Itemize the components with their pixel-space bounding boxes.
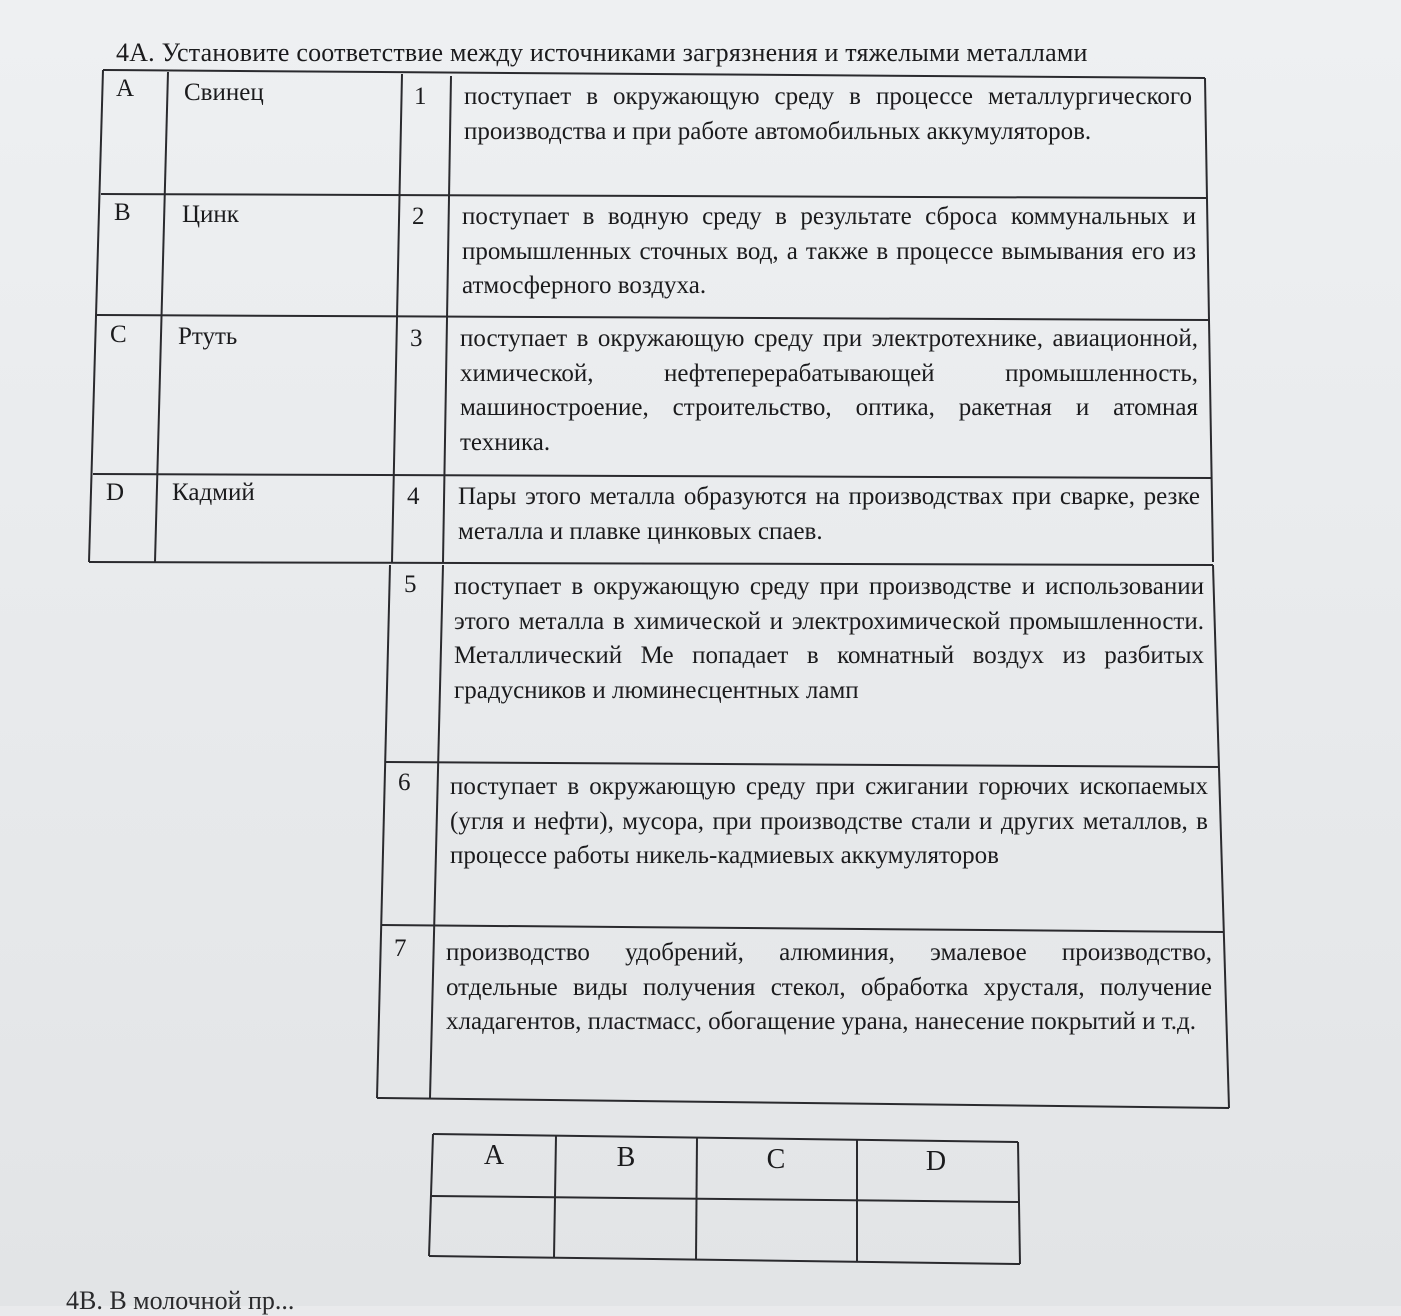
answer-header-b: B [616, 1142, 636, 1173]
source-text-3: поступает в окружающую среду при электротехнике, авиационной, химической, нефтеперерабатывающей промышленность, машиностроение, строительство, оптика, ракетная и атомная техника. [460, 325, 1198, 456]
source-number-6: 6 [398, 769, 411, 796]
source-text-4: Пары этого металла образуются на производствах при сварке, резке металла и плавке цинковых спаев. [458, 483, 1200, 545]
metal-name-lead: Свинец [184, 79, 264, 106]
source-number-3: 3 [410, 325, 423, 352]
metal-letter-d: D [106, 479, 125, 506]
source-text-2: поступает в водную среду в результате сброса коммунальных и промышленных сточных вод, а также в процессе вымывания его из атмосферного воздуха. [462, 203, 1196, 299]
answer-cell-a[interactable] [434, 1208, 554, 1248]
metal-name-mercury: Ртуть [178, 323, 238, 350]
answer-cell-d[interactable] [876, 1214, 996, 1254]
source-number-4: 4 [407, 483, 420, 510]
answer-cell-b[interactable] [566, 1210, 686, 1250]
next-task-fragment: 4В. В молочной пр... [66, 1286, 295, 1315]
metal-letter-c: C [110, 321, 127, 348]
source-text-7: производство удобрений, алюминия, эмалевое производство, отдельные виды получения стекол, обработка хрусталя, получение хладагентов, пластмасс, обогащение урана, нанесение покрытий и т.д. [446, 939, 1212, 1035]
metal-name-cadmium: Кадмий [172, 479, 255, 506]
source-text-1: поступает в окружающую среду в процессе металлургического производства и при работе автомобильных аккумуляторов. [464, 83, 1192, 145]
source-text-5: поступает в окружающую среду при производстве и использовании этого металла в химической и электрохимической промышленности. Металлический Ме попадает в комнатный воздух из разбитых градусников и люминесцентных ламп [454, 573, 1204, 704]
source-number-5: 5 [404, 571, 417, 598]
answer-cell-c[interactable] [716, 1212, 836, 1252]
metal-letter-b: B [114, 199, 131, 226]
metal-name-zinc: Цинк [182, 201, 239, 228]
answer-header-a: A [483, 1140, 505, 1171]
metal-letter-a: A [116, 75, 135, 102]
source-text-6: поступает в окружающую среду при сжигании горючих ископаемых (угля и нефти), мусора, при производстве стали и других металлов, в процессе работы никель-кадмиевых аккумуляторов [450, 773, 1208, 869]
source-number-2: 2 [412, 203, 425, 230]
task-title: 4А. Установите соответствие между источниками загрязнения и тяжелыми металлами [116, 38, 1088, 67]
answer-header-d: D [925, 1146, 947, 1177]
source-number-7: 7 [394, 935, 407, 962]
source-number-1: 1 [414, 83, 427, 110]
answer-header-c: C [766, 1144, 786, 1175]
